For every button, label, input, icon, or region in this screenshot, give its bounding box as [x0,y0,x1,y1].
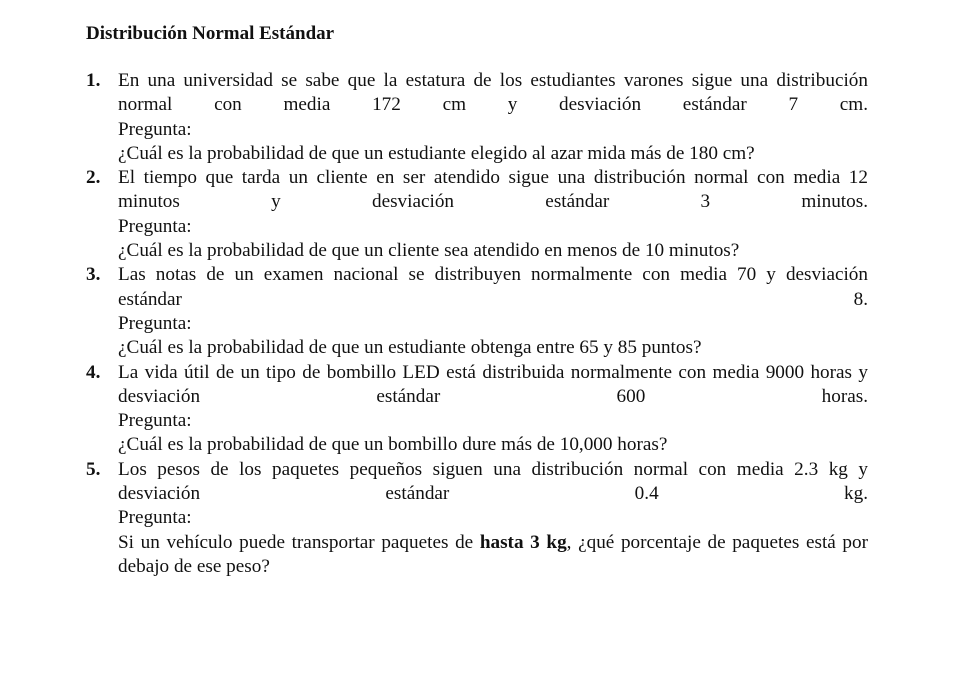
problem-item [86,263,868,360]
question-label: Pregunta: [118,507,192,529]
question-label: Pregunta: [118,312,192,334]
problem-number: 2. [86,167,101,189]
document-page [86,22,868,579]
problem-item [86,361,868,458]
problem-number: 1. [86,70,101,91]
problem-item [86,458,868,579]
problem-question: ¿Cuál es la probabilidad de que un bombillo dure más de 10,000 horas? [118,434,668,456]
problem-statement: La vida útil de un tipo de bombillo LED está distribuida normalmente con media 9000 horas y desviación estándar 600 horas. [118,361,868,407]
problem-question [118,531,868,580]
problem-item [86,166,868,263]
problem-number: 4. [86,361,101,383]
problem-statement: Los pesos de los paquetes pequeños siguen una distribución normal con media 2.3 kg y desviación estándar 0.4 kg. [118,458,868,505]
problem-question: ¿Cuál es la probabilidad de que un cliente sea atendido en menos de 10 minutos? [118,240,740,262]
question-label: Pregunta: [118,410,192,432]
problem-number: 3. [86,264,101,286]
problem-question: ¿Cuál es la probabilidad de que un estudiante elegido al azar mida más de 180 cm? [118,142,755,164]
question-label: Pregunta: [118,215,192,237]
question-text-suffix: , ¿qué porcentaje de paquetes está por debajo de ese peso? [118,531,869,577]
document-title: Distribución Normal Estándar [86,23,335,44]
question-emphasis: hasta 3 kg [479,531,567,553]
question-text-prefix: Si un vehículo puede transportar paquetes de [118,531,480,553]
problem-statement: El tiempo que tarda un cliente en ser atendido sigue una distribución normal con media 12 minutos y desviación estándar 3 minutos. [118,167,868,213]
problem-question: ¿Cuál es la probabilidad de que un estudiante obtenga entre 65 y 85 puntos? [118,337,702,359]
problem-number: 5. [86,458,101,480]
problem-list [86,69,868,579]
problem-statement: Las notas de un examen nacional se distribuyen normalmente con media 70 y desviación estándar 8. [118,264,868,310]
problem-statement: En una universidad se sabe que la estatura de los estudiantes varones sigue una distribución normal con media 172 cm y desviación estándar 7 cm. [118,70,868,116]
question-label: Pregunta: [118,118,192,140]
problem-item [86,69,868,166]
